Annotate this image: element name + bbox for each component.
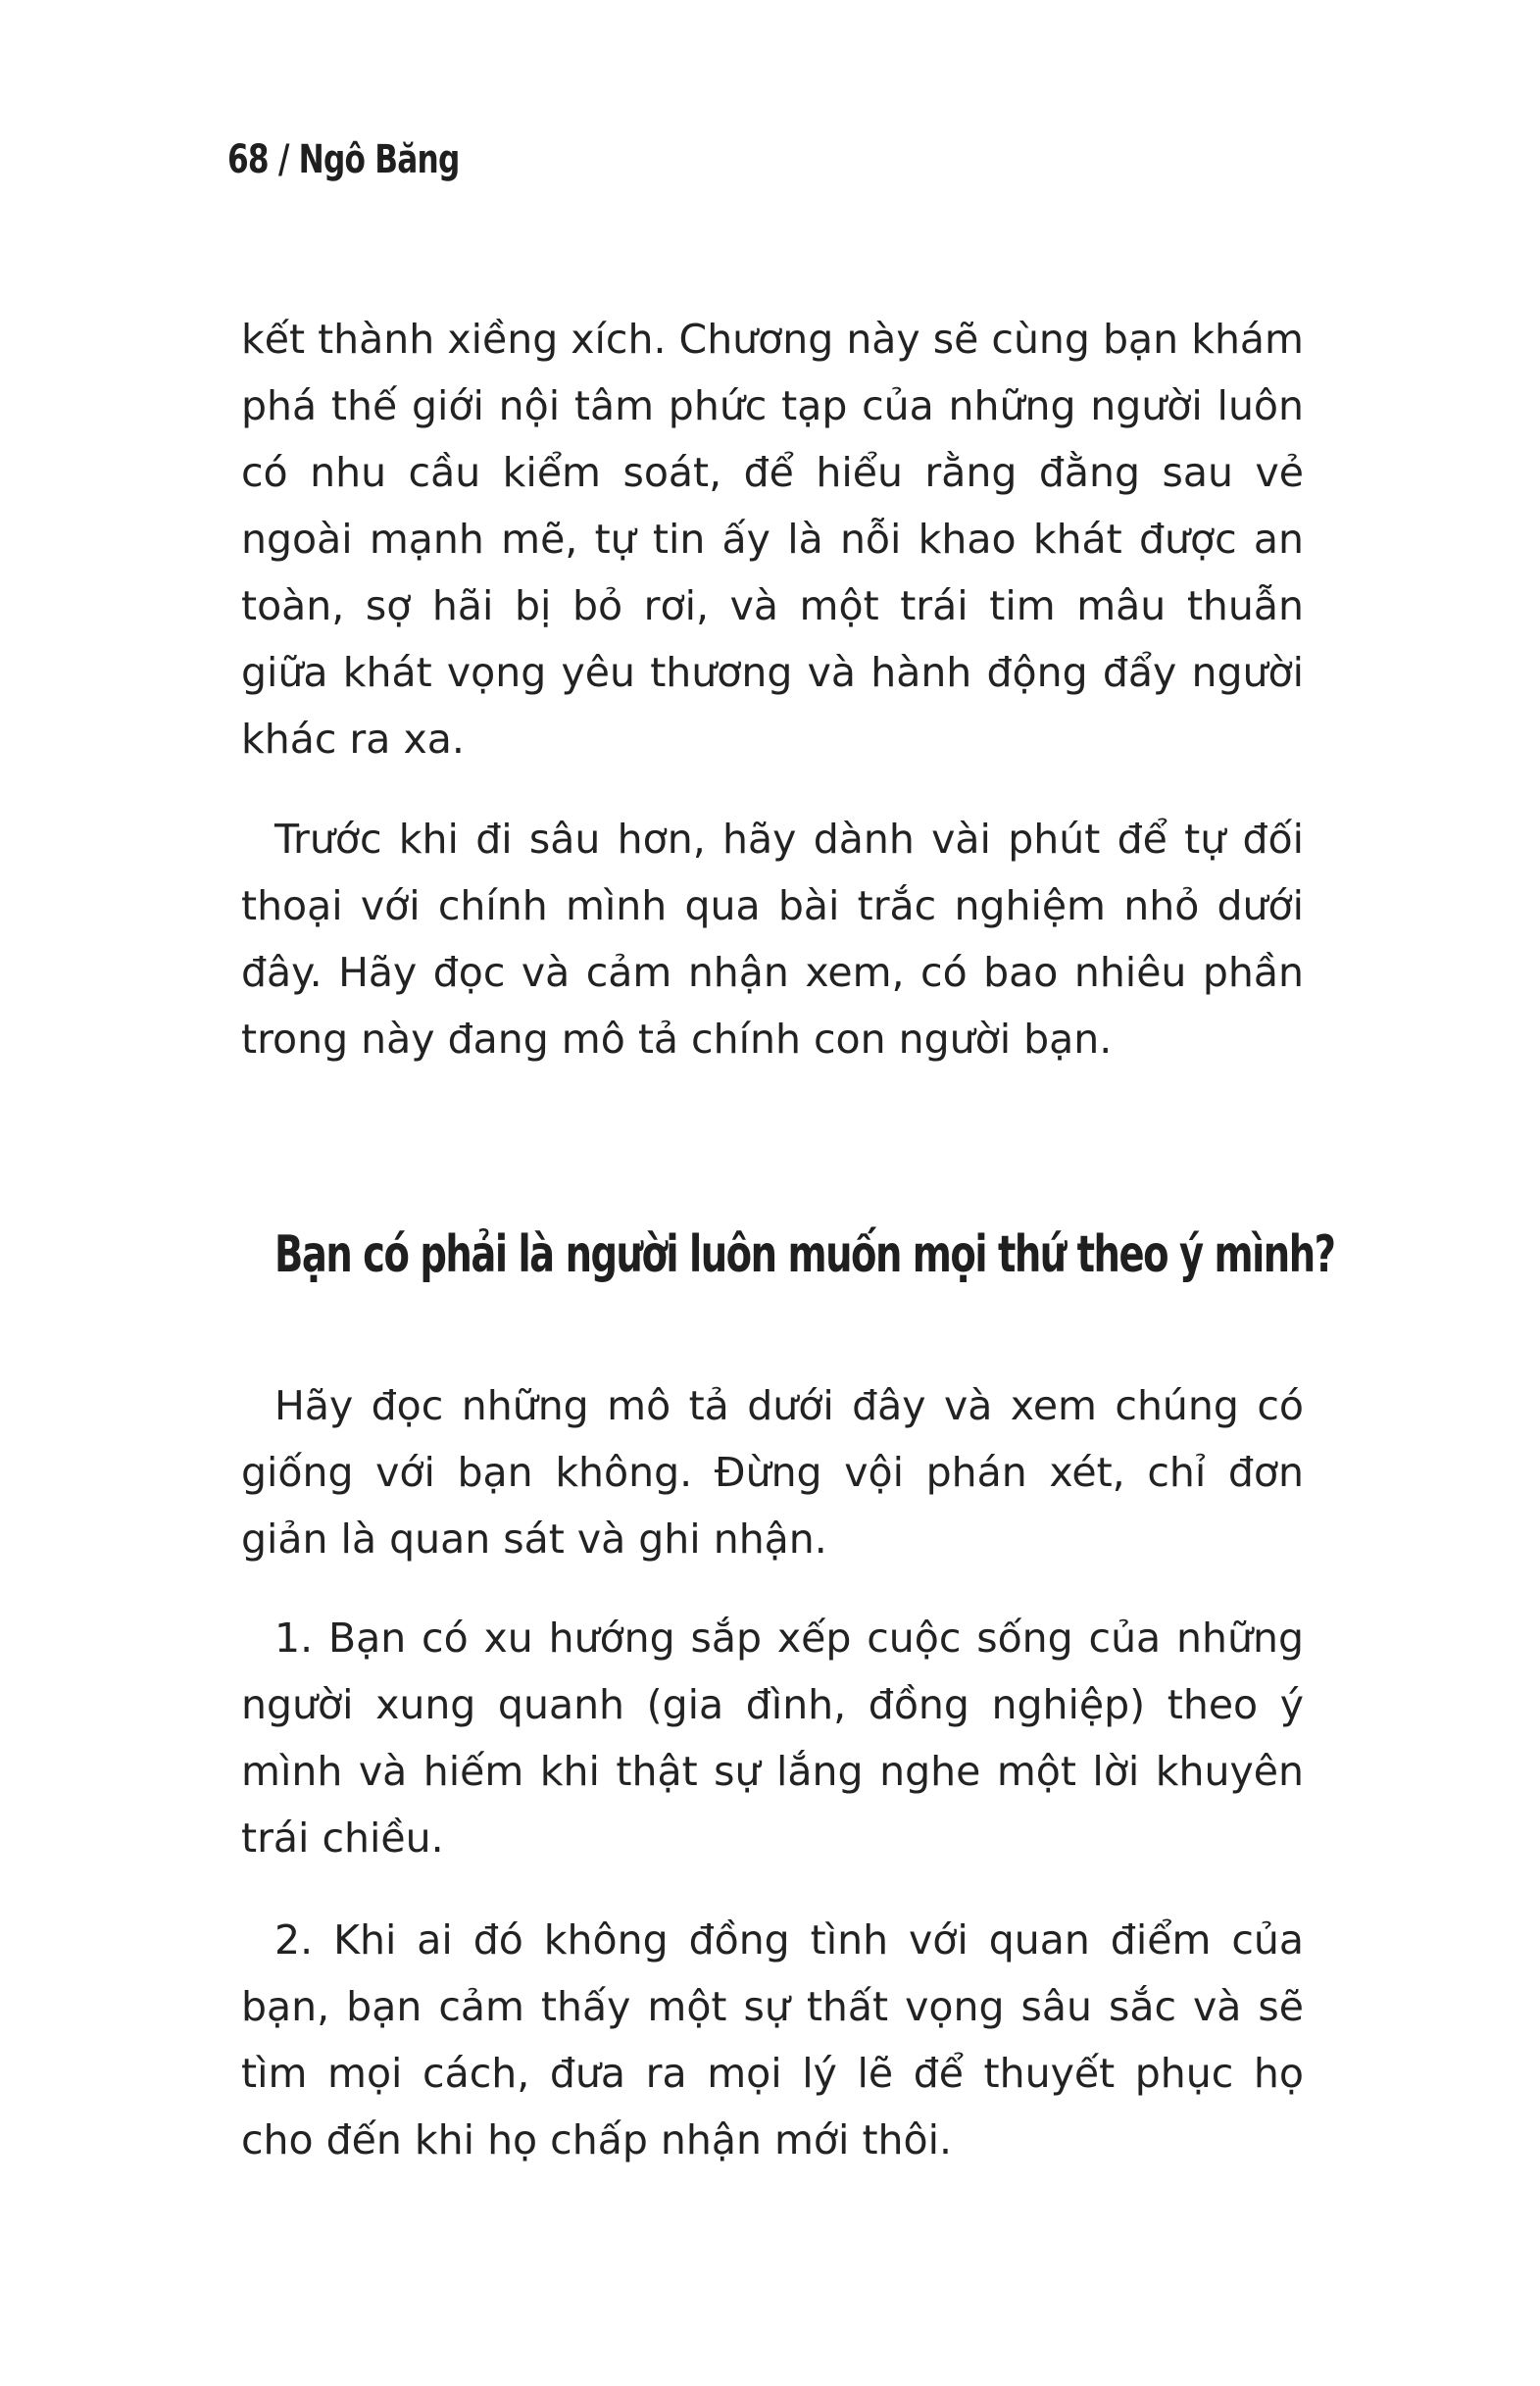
section-heading: Bạn có phải là người luôn muốn mọi thứ theo ý mình?: [274, 1225, 1335, 1284]
running-header: 68 / Ngô Băng: [227, 137, 460, 182]
paragraph-quiz-intro: Trước khi đi sâu hơn, hãy dành vài phút để tự đối thoại với chính mình qua bài trắc nghiệm nhỏ dưới đây. Hãy đọc và cảm nhận xem, có bao nhiêu phần trong này đang mô tả chính con người bạn.: [241, 816, 1304, 1063]
quiz-item-2: 2. Khi ai đó không đồng tình với quan điểm của bạn, bạn cảm thấy một sự thất vọng sâu sắc và sẽ tìm mọi cách, đưa ra mọi lý lẽ để thuyết phục họ cho đến khi họ chấp nhận mới thôi.: [241, 1916, 1304, 2163]
paragraph-intro-continued: kết thành xiềng xích. Chương này sẽ cùng bạn khám phá thế giới nội tâm phức tạp của những người luôn có nhu cầu kiểm soát, để hiểu rằng đằng sau vẻ ngoài mạnh mẽ, tự tin ấy là nỗi khao khát được an toàn, sợ hãi bị bỏ rơi, và một trái tim mâu thuẫn giữa khát vọng yêu thương và hành động đẩy người khác ra xa.: [241, 316, 1304, 763]
quiz-item-1: 1. Bạn có xu hướng sắp xếp cuộc sống của những người xung quanh (gia đình, đồng nghiệp) theo ý mình và hiếm khi thật sự lắng nghe một lời khuyên trái chiều.: [241, 1615, 1304, 1862]
paragraph-quiz-instructions: Hãy đọc những mô tả dưới đây và xem chúng có giống với bạn không. Đừng vội phán xét, chỉ đơn giản là quan sát và ghi nhận.: [241, 1382, 1304, 1563]
